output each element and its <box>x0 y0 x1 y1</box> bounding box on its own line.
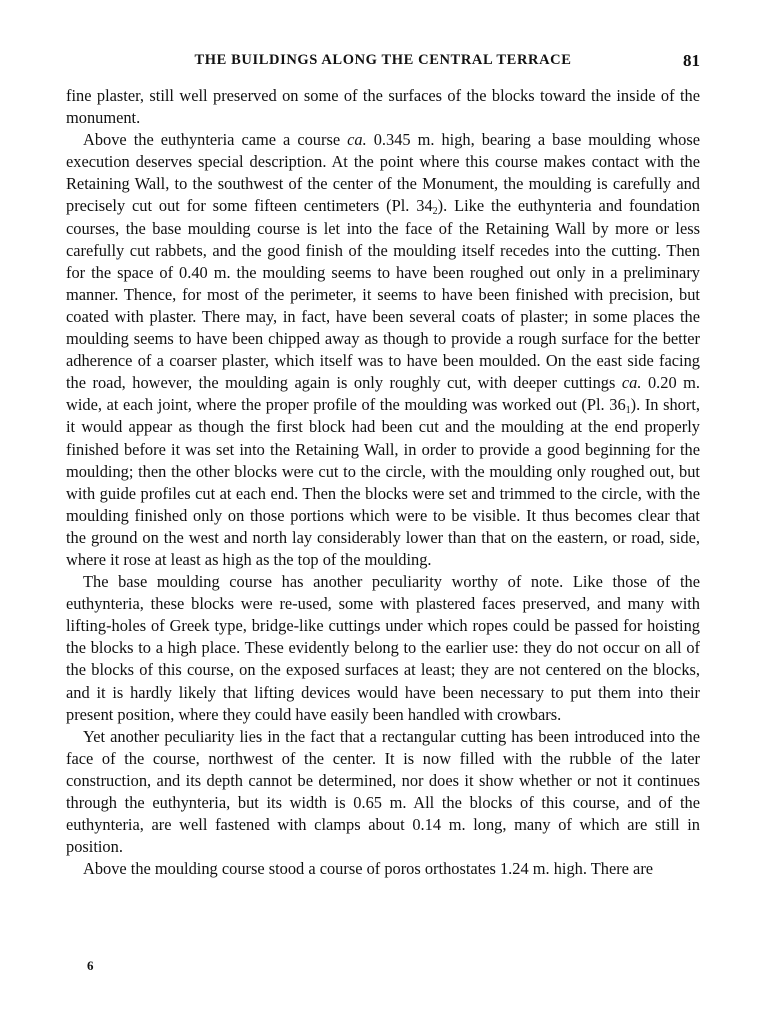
plate-subscript: 1 <box>625 405 631 417</box>
body-text <box>66 85 700 880</box>
paragraph-peculiarity: The base moulding course has another peculiarity worthy of note. Like those of the euthynteria, these blocks were re-used, some with plastered faces preserved, and many with lifting-holes of Greek type, bridge-like cuttings under which ropes could be passed for hoisting the blocks to a high place. These evidently belong to the earlier use: they do not occur on all of the blocks of this course, on the exposed surfaces at least; they are not centered on the blocks, and it is hardly likely that lifting devices would have been necessary to put them into their present position, where they could have easily been handled with crowbars. <box>66 572 700 724</box>
signature-mark: 6 <box>87 958 94 973</box>
paragraph-continuation: fine plaster, still well preserved on some of the surfaces of the blocks toward the inside of the monument. <box>66 86 700 128</box>
abbrev-circa: ca. <box>347 130 367 150</box>
text-run: ). Like the euthynteria and foundation courses, the base moulding course is let into the face of the Retaining Wall by more or less carefully cut rabbets, and the good finish of the moulding itself recedes into the cutting. Then for the space of 0.40 m. the moulding seems to have been roughed out only in a preliminary manner. Thence, for most of the perimeter, it seems to have been finished with precision, but coated with plaster. There may, in fact, have been several coats of plaster; in some places the moulding seems to have been chipped away as though to provide a rough surface for the better adherence of a coarser plaster, which itself was to have been moulded. On the east side facing the road, however, the moulding again is only roughly cut, with deeper cuttings <box>66 196 700 393</box>
page-number: 81 <box>683 51 700 70</box>
text-run: ). In short, it would appear as though the first block had been cut and the moulding at the end properly finished before it was set into the Retaining Wall, in order to provide a good beginning for the moulding; then the other blocks were cut to the circle, with the moulding only roughed out, but with guide profiles cut at each end. Then the blocks were set and trimmed to the circle, with the moulding finished only on those portions which were to be visible. It thus becomes clear that the ground on the west and north lay considerably lower than that on the eastern, or road, side, where it rose at least as high as the top of the moulding. <box>66 395 700 569</box>
paragraph-base-moulding <box>66 129 700 571</box>
plate-subscript: 2 <box>432 206 438 218</box>
text-run: 0.345 m. high, bearing a base moulding whose execution deserves special description. At the point where this course makes contact with the Retaining Wall, to the southwest of the center of the Monument, the moulding is carefully and precisely cut out for some fifteen centimeters (Pl. 34 <box>66 130 700 216</box>
running-title: THE BUILDINGS ALONG THE CENTRAL TERRACE <box>194 52 572 68</box>
running-head <box>66 52 700 74</box>
text-run: Above the euthynteria came a course <box>83 130 348 150</box>
abbrev-circa: ca. <box>621 373 642 393</box>
text-run: 0.20 m. wide, at each joint, where the proper profile of the moulding was worked out (Pl. 36 <box>66 373 701 415</box>
paragraph-rectangular-cutting: Yet another peculiarity lies in the fact that a rectangular cutting has been introduced into the face of the course, northwest of the center. It is now filled with the rubble of the later construction, and its depth cannot be determined, nor does it show whether or not it continues through the euthynteria, but its width is 0.65 m. All the blocks of this course, and of the euthynteria, are well fastened with clamps about 0.14 m. long, many of which are still in position. <box>66 726 700 857</box>
paragraph-orthostates: Above the moulding course stood a course of poros orthostates 1.24 m. high. There are <box>83 859 654 879</box>
